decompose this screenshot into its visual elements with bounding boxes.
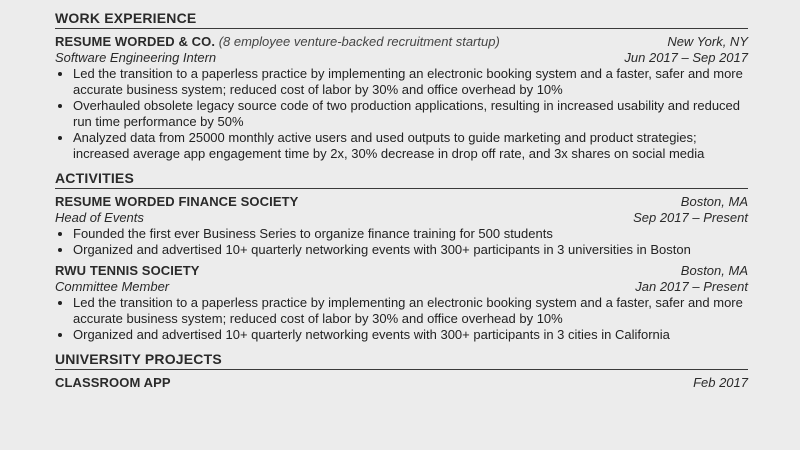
resume-entry: [55, 194, 748, 258]
role-title: Software Engineering Intern: [55, 50, 217, 65]
section-title: WORK EXPERIENCE: [55, 10, 748, 29]
entry-org-group: [55, 263, 200, 279]
bullet-list: [55, 66, 748, 162]
section-title: ACTIVITIES: [55, 170, 748, 189]
role-line: [55, 279, 748, 295]
bullet-item: • Founded the first ever Business Series to organize finance training for 500 students: [73, 226, 748, 242]
bullet-item: • Overhauled obsolete legacy source code of two production applications, resulting in increased usability and reduced run time performance by 50%: [73, 98, 748, 130]
role-dates: Jun 2017 – Sep 2017: [624, 50, 748, 65]
bullet-item: • Led the transition to a paperless practice by implementing an electronic booking system and a faster, safer and more accurate business system; reduced cost of labor by 30% and office overhead by 10%: [73, 66, 748, 98]
entry-location: Boston, MA: [680, 263, 748, 278]
resume-entry: [55, 375, 748, 391]
bullet-item: • Led the transition to a paperless practice by implementing an electronic booking system and a faster, safer and more accurate business system; reduced cost of labor by 30% and office overhead by 10%: [73, 295, 748, 327]
organization-name: RESUME WORDED FINANCE SOCIETY: [55, 194, 299, 209]
entry-header: [55, 194, 748, 210]
bullet-item: • Analyzed data from 25000 monthly active users and used outputs to guide marketing and product strategies; increased average app engagement time by 2x, 30% decrease in drop off rate, and 3x shares on social media: [73, 130, 748, 162]
organization-description: (8 employee venture-backed recruitment startup): [218, 34, 500, 49]
section-title: UNIVERSITY PROJECTS: [55, 351, 748, 370]
role-line: [55, 50, 748, 66]
entry-org-group: [55, 375, 171, 391]
organization-name: RWU TENNIS SOCIETY: [55, 263, 200, 278]
resume-section: [55, 170, 748, 343]
bullet-list: [55, 226, 748, 258]
resume-entry: [55, 34, 748, 162]
role-title: Committee Member: [55, 279, 170, 294]
resume-section: [55, 10, 748, 162]
entry-header: [55, 34, 748, 50]
role-dates: Jan 2017 – Present: [635, 279, 748, 294]
role-title: Head of Events: [55, 210, 144, 225]
bullet-item: • Organized and advertised 10+ quarterly networking events with 300+ participants in 3 cities in California: [73, 327, 748, 343]
entry-location: Boston, MA: [680, 194, 748, 209]
resume-entry: [55, 263, 748, 343]
resume-content: [55, 10, 748, 399]
bullet-list: [55, 295, 748, 343]
entry-location: New York, NY: [667, 34, 748, 49]
organization-name: RESUME WORDED & CO.: [55, 34, 216, 49]
entry-header: [55, 263, 748, 279]
entry-header: [55, 375, 748, 391]
organization-name: CLASSROOM APP: [55, 375, 171, 390]
bullet-item: • Organized and advertised 10+ quarterly networking events with 300+ participants in 3 universities in Boston: [73, 242, 748, 258]
resume-section: [55, 351, 748, 391]
entry-org-group: [55, 34, 500, 50]
role-dates: Sep 2017 – Present: [633, 210, 748, 225]
entry-org-group: [55, 194, 298, 210]
role-line: [55, 210, 748, 226]
entry-location: Feb 2017: [693, 375, 748, 390]
